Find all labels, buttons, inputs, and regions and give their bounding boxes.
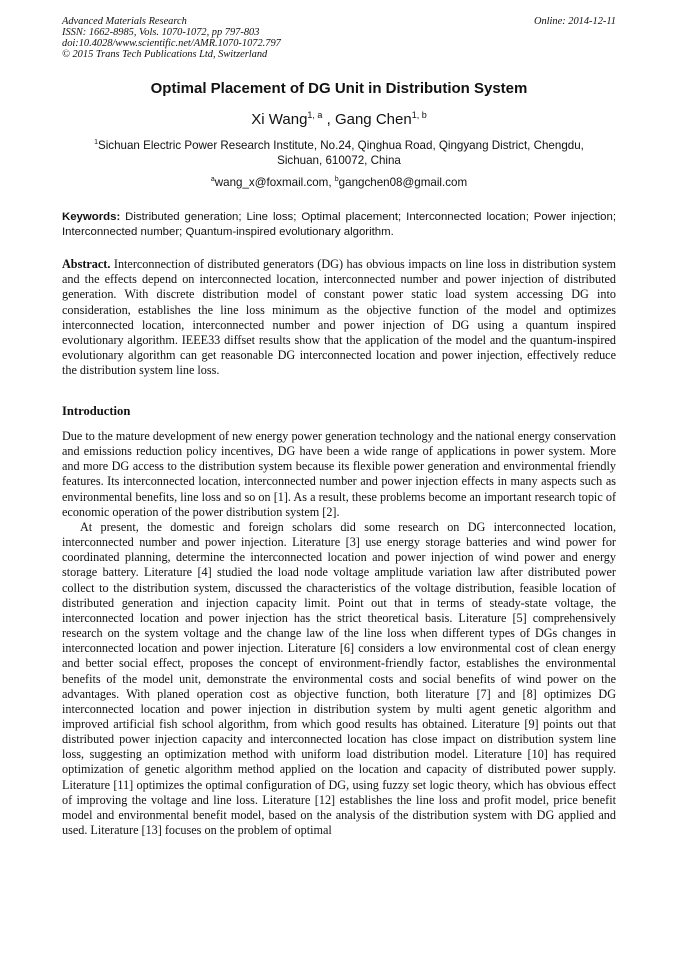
journal-name: Advanced Materials Research	[62, 16, 187, 27]
keywords-text: Distributed generation; Line loss; Optimal placement; Interconnected location; Power injection; Interconnected number; Quantum-inspired evolutionary algorithm.	[62, 211, 616, 238]
paragraph: At present, the domestic and foreign scholars did some research on DG interconnected location, interconnected number and power injection. Literature [3] use energy storage batteries and wind power for coordinated planning, determine the interconnected location and power injection of wind power and energy storage battery. Literature [4] studied the load node voltage amplitude variation law after distributed power collect to the distribution system, discussed the characteristics of the voltage distribution, feasible location of distributed generation and injection capacity limit. Point out that in terms of steady-state voltage, the interconnected location and power injection has the strict theoretical basis. Literature [5] comprehensively research on the system voltage and the change law of the line loss when different types of DGs changes in interconnected location and power injection. Literature [6] considers a low environmental cost of clean energy and better social effect, proposes the concept of environment-friendly factor, establishes the environmental benefits of the model unit, demonstrate the environmental costs and social benefits of wind power on the advantages. With planed operation cost as objective function, both literature [7] and [8] optimizes DG interconnected location and power injection in distribution system by multi agent genetic algorithm and improved artificial fish school algorithm, from which good results has obtained. Literature [9] points out that distributed power injection capacity and interconnected location has close impact on distribution system line loss, suggesting an optimization method with uniform load distribution model. Literature [10] has required optimization of genetic algorithm method applied on the location and capacity of distributed power supply. Literature [11] optimizes the optimal configuration of DG, using fuzzy set logic theory, which has obvious effect of improving the voltage and line loss. Literature [12] establishes the line loss and profit model, price benefit model and environmental benefit model, based on the analysis of the distribution system with DG applied and used. Literature [13] focuses on the problem of optimal	[62, 519, 616, 838]
copyright-line: © 2015 Trans Tech Publications Ltd, Switzerland	[62, 49, 268, 60]
author-superscript: 1, a	[307, 110, 323, 120]
abstract-text: Interconnection of distributed generators (DG) has obvious impacts on line loss in distribution system and the effects depend on interconnected location, interconnected number and power injection of distributed generation. With discrete distribution model of constant power static load system accessing DG into consideration, establishes the line loss minimum as the objective function of the model and optimizes interconnected location, interconnected number and power injection of DG using a quantum inspired evolutionary algorithm. IEEE33 diffset results show that the application of the model and the quantum-inspired evolutionary algorithm can get reasonable DG interconnected location and power injection, effectively reduce the distribution system line loss.	[62, 257, 616, 378]
issn-line: ISSN: 1662-8985, Vols. 1070-1072, pp 797-803	[62, 27, 260, 38]
email-superscript: b	[334, 176, 339, 184]
keywords	[62, 210, 616, 240]
affiliation	[70, 139, 608, 168]
email-address: gangchen08@gmail.com	[338, 176, 468, 189]
journal-header	[62, 16, 281, 60]
abstract	[62, 257, 616, 379]
author-name: Xi Wang	[251, 111, 308, 128]
keywords-label: Keywords:	[62, 211, 121, 223]
paper-title: Optimal Placement of DG Unit in Distribution System	[150, 80, 528, 97]
email-line	[62, 176, 616, 189]
author-name: Gang Chen	[334, 111, 412, 128]
paragraph: Due to the mature development of new energy power generation technology and the national energy conservation and emissions reduction policy incentives, DG have been a wide range of applications in power system. More and more DG access to the distribution system because its flexible power generation and environmental friendly features. Its interconnected location, interconnected number and power injection effects in many aspects such as environmental benefits, line loss and so on [1]. As a result, these problems become an important research topic of economic operation of the power distribution system [2].	[62, 429, 616, 519]
author-line	[62, 111, 616, 128]
body-text	[62, 429, 616, 838]
email-superscript: a	[210, 176, 215, 184]
affiliation-superscript: 1	[94, 139, 98, 147]
online-date: Online: 2014-12-11	[533, 16, 616, 27]
doi-line: doi:10.4028/www.scientific.net/AMR.1070-1072.797	[62, 38, 281, 49]
abstract-label: Abstract.	[62, 257, 111, 271]
author-superscript: 1, b	[411, 110, 427, 120]
affiliation-text: Sichuan Electric Power Research Institute, No.24, Qinghua Road, Qingyang District, Chengdu, Sichuan, 610072, China	[97, 139, 584, 167]
section-heading: Introduction	[62, 404, 131, 418]
email-address: wang_x@foxmail.com,	[214, 176, 335, 189]
author-separator: ,	[322, 111, 335, 128]
